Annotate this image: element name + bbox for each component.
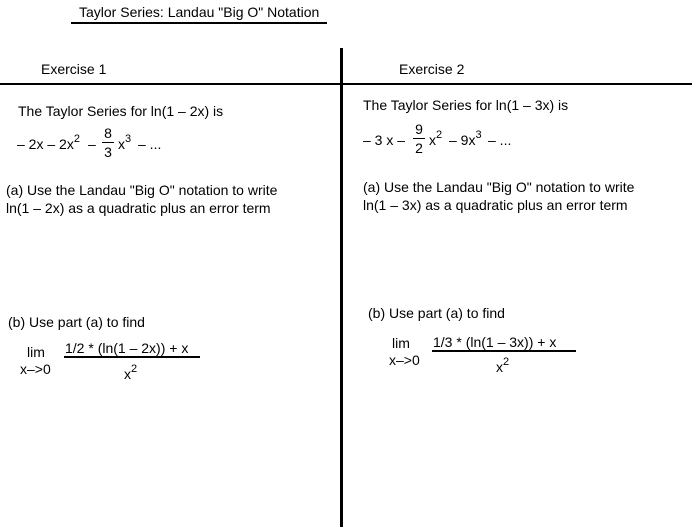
exercise1-denominator: x bbox=[124, 366, 131, 382]
exercise2-numerator: 1/3 * (ln(1 – 3x)) + x bbox=[433, 334, 557, 350]
title-underline bbox=[71, 22, 327, 24]
exercise1-intro: The Taylor Series for ln(1 – 2x) is bbox=[18, 103, 224, 119]
exercise1-lim-sub: x–>0 bbox=[20, 361, 51, 377]
exercise1-numerator: 1/2 * (ln(1 – 2x)) + x bbox=[65, 340, 189, 356]
page-title: Taylor Series: Landau "Big O" Notation bbox=[79, 4, 320, 20]
exercise2-series-term1: – 3 x – bbox=[363, 132, 406, 148]
exercise2-series-fraction bbox=[413, 122, 425, 155]
exercise1-denominator-exp: 2 bbox=[131, 363, 138, 375]
exercise2-series-exp2: 2 bbox=[436, 129, 443, 141]
exercise1-frac-num: 8 bbox=[104, 125, 112, 141]
exercise1-series-ellipsis: – ... bbox=[138, 136, 162, 152]
exercise2-frac-bar bbox=[413, 138, 425, 139]
exercise2-part-a-line1: (a) Use the Landau "Big O" notation to write bbox=[363, 179, 635, 195]
exercise1-part-a-line1: (a) Use the Landau "Big O" notation to write bbox=[6, 182, 278, 198]
exercise2-frac-den: 2 bbox=[415, 140, 423, 156]
exercise1-part-b: (b) Use part (a) to find bbox=[8, 314, 145, 330]
exercise2-part-b: (b) Use part (a) to find bbox=[368, 305, 505, 321]
exercise1-heading: Exercise 1 bbox=[41, 61, 107, 77]
exercise2-heading: Exercise 2 bbox=[399, 61, 465, 77]
exercise1-series-exp2: 2 bbox=[73, 133, 80, 145]
exercise2-fraction-bar bbox=[432, 350, 576, 352]
exercise1-frac-den: 3 bbox=[104, 144, 112, 160]
exercise1-lim: lim bbox=[27, 344, 45, 360]
exercise2-series-ellipsis: – ... bbox=[488, 132, 512, 148]
exercise2-series-term2: x bbox=[429, 132, 436, 148]
exercise2-frac-num: 9 bbox=[415, 121, 423, 137]
exercise1-part-a-line2: ln(1 – 2x) as a quadratic plus an error term bbox=[6, 200, 271, 216]
exercise1-series-fraction bbox=[102, 126, 114, 159]
exercise1-fraction-bar bbox=[64, 356, 200, 358]
vertical-divider bbox=[340, 48, 343, 527]
exercise1-series-minus: – bbox=[88, 136, 96, 152]
exercise2-part-a-line2: ln(1 – 3x) as a quadratic plus an error term bbox=[363, 197, 628, 213]
exercise2-denominator-exp: 2 bbox=[503, 356, 510, 368]
exercise1-frac-bar bbox=[102, 142, 114, 143]
exercise2-lim: lim bbox=[392, 335, 410, 351]
exercise1-series-exp3: 3 bbox=[125, 133, 132, 145]
exercise2-series-exp3: 3 bbox=[475, 129, 482, 141]
exercise1-series-term3: x bbox=[118, 136, 125, 152]
exercise2-series-term3: – 9x bbox=[449, 132, 476, 148]
exercise2-intro: The Taylor Series for ln(1 – 3x) is bbox=[363, 97, 569, 113]
horizontal-divider bbox=[0, 83, 692, 85]
exercise1-series-term1: – 2x – 2x bbox=[17, 136, 74, 152]
exercise2-lim-sub: x–>0 bbox=[389, 352, 420, 368]
exercise2-denominator: x bbox=[496, 359, 503, 375]
